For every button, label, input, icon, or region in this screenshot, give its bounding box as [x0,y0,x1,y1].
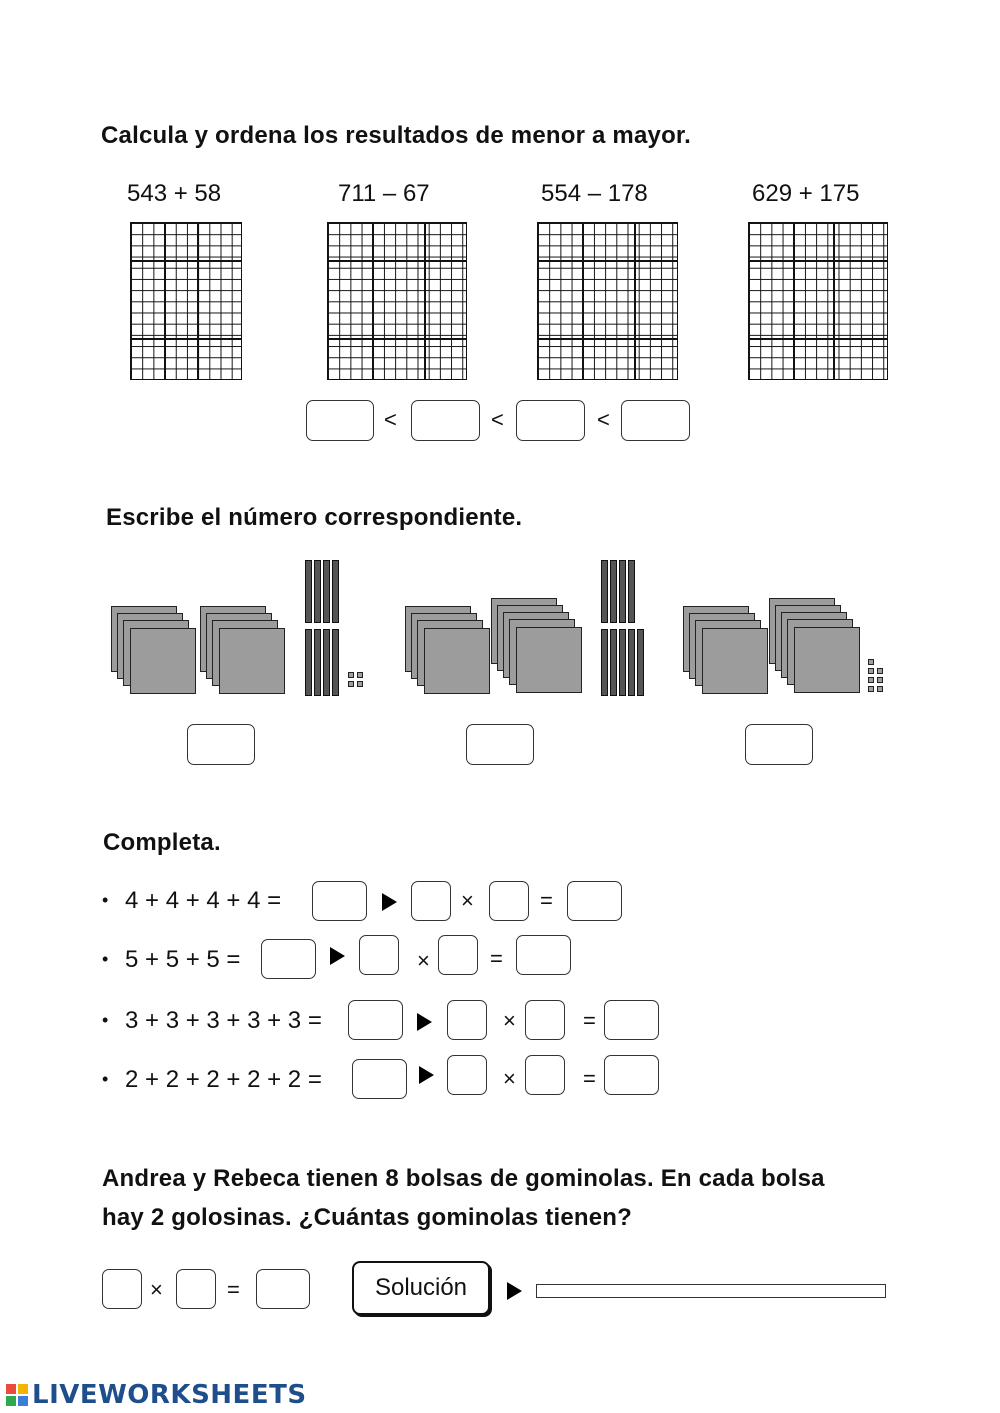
bullet-3: • [102,1010,109,1030]
equals-1: = [540,888,553,913]
expression-1: 4 + 4 + 4 + 4 = [125,887,282,914]
section1-heading: Calcula y ordena los resultados de menor a mayor. [101,122,692,149]
section3-heading: Completa. [103,829,221,856]
bullet-2: • [102,949,109,969]
liveworksheets-logo-text: LIVEWORKSHEETS [32,1380,307,1410]
operation-4: 629 + 175 [752,180,860,207]
liveworksheets-logo-icon [5,1383,29,1407]
operation-1: 543 + 58 [127,180,222,207]
factor-b-2[interactable] [438,935,478,975]
sum-answer-2[interactable] [261,939,316,979]
problem-line-1: Andrea y Rebeca tienen 8 bolsas de gominolas. En cada bolsa [102,1165,825,1192]
solution-answer-field[interactable] [536,1284,886,1298]
equals-4: = [583,1066,596,1091]
product-answer-1[interactable] [567,881,622,921]
less-than-2: < [491,407,504,432]
arrow-right-icon [419,1066,434,1084]
equals-3: = [583,1008,596,1033]
order-box-1[interactable] [306,400,374,441]
bullet-1: • [102,890,109,910]
order-box-2[interactable] [411,400,480,441]
solution-label: Solución [352,1261,490,1315]
factor-a-2[interactable] [359,935,399,975]
expression-4: 2 + 2 + 2 + 2 + 2 = [125,1066,322,1093]
expression-2: 5 + 5 + 5 = [125,946,241,973]
sum-answer-1[interactable] [312,881,367,921]
factor-b-4[interactable] [525,1055,565,1095]
calculation-grid-4[interactable] [748,222,888,380]
expression-3: 3 + 3 + 3 + 3 + 3 = [125,1007,322,1034]
problem-equals: = [227,1277,240,1302]
order-box-3[interactable] [516,400,585,441]
factor-a-3[interactable] [447,1000,487,1040]
product-answer-2[interactable] [516,935,571,975]
arrow-right-icon [330,947,345,965]
sum-answer-3[interactable] [348,1000,403,1040]
operation-3: 554 – 178 [541,180,648,207]
factor-a-4[interactable] [447,1055,487,1095]
problem-line-2: hay 2 golosinas. ¿Cuántas gominolas tienen? [102,1204,633,1231]
factor-a-1[interactable] [411,881,451,921]
operation-2: 711 – 67 [338,180,430,207]
arrow-right-icon [417,1013,432,1031]
sum-answer-4[interactable] [352,1059,407,1099]
factor-b-1[interactable] [489,881,529,921]
problem-times: × [150,1277,163,1302]
product-answer-3[interactable] [604,1000,659,1040]
equals-2: = [490,946,503,971]
number-answer-1[interactable] [187,724,255,765]
arrow-right-icon [507,1282,522,1300]
times-2: × [417,948,430,973]
order-box-4[interactable] [621,400,690,441]
calculation-grid-3[interactable] [537,222,678,380]
less-than-3: < [597,407,610,432]
problem-factor-b[interactable] [176,1269,216,1309]
times-3: × [503,1008,516,1033]
times-4: × [503,1066,516,1091]
arrow-right-icon [382,893,397,911]
problem-factor-a[interactable] [102,1269,142,1309]
less-than-1: < [384,407,397,432]
number-answer-3[interactable] [745,724,813,765]
section2-heading: Escribe el número correspondiente. [106,504,523,531]
bullet-4: • [102,1069,109,1089]
number-answer-2[interactable] [466,724,534,765]
product-answer-4[interactable] [604,1055,659,1095]
calculation-grid-2[interactable] [327,222,467,380]
problem-product[interactable] [256,1269,310,1309]
times-1: × [461,888,474,913]
calculation-grid-1[interactable] [130,222,242,380]
factor-b-3[interactable] [525,1000,565,1040]
